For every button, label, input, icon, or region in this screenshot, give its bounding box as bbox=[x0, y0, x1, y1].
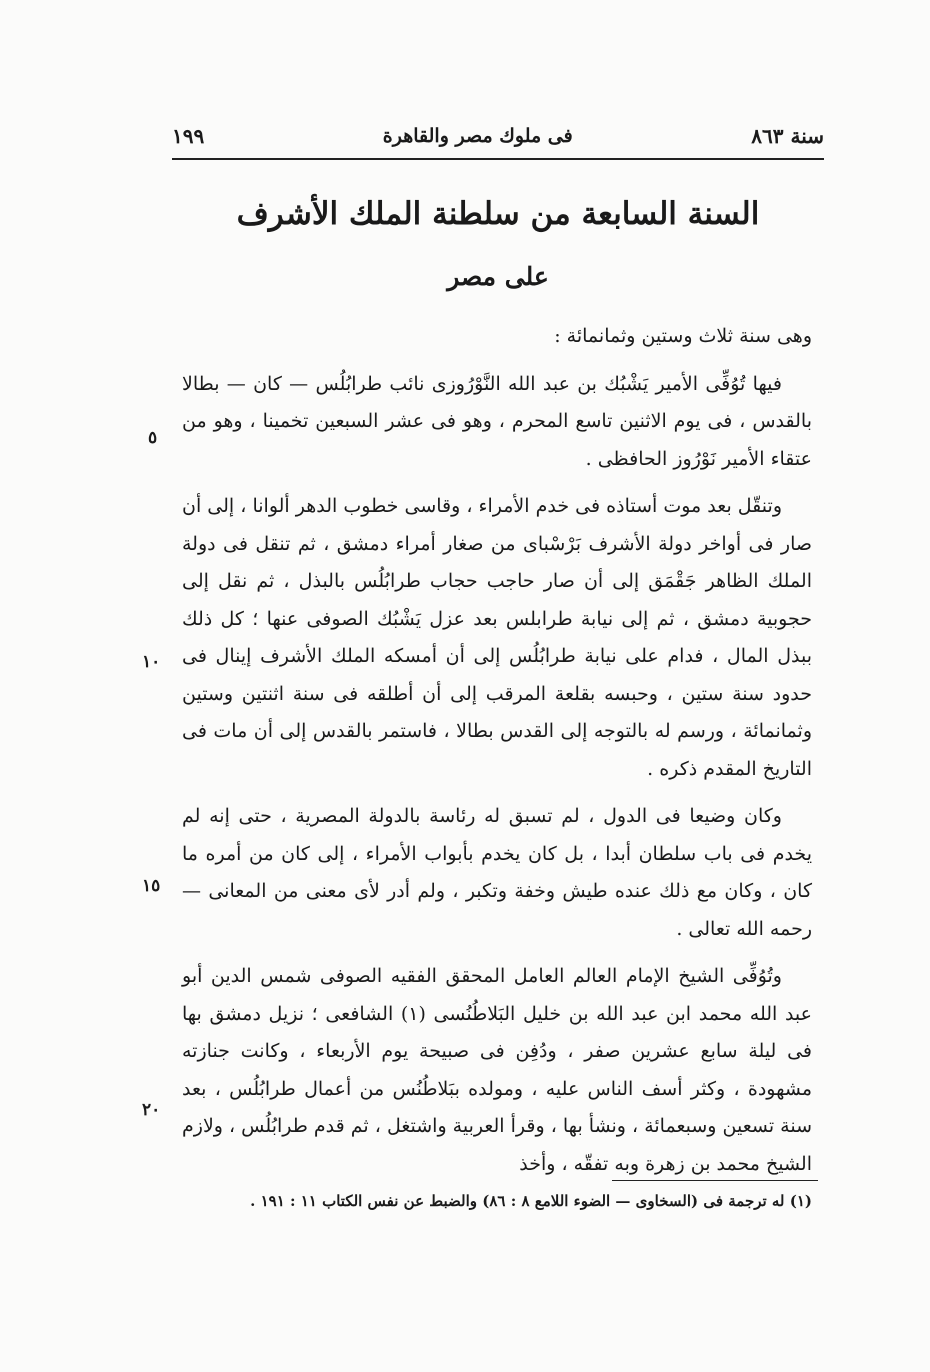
paragraph: وهى سنة ثلاث وستين وثمانمائة : bbox=[554, 325, 812, 347]
footnote: (١) له ترجمة فى (السخاوى — الضوء اللامع ٨ : ٨٦) والضبط عن نفس الكتاب ١١ : ١٩١ . bbox=[250, 1192, 812, 1210]
header-rule bbox=[172, 158, 824, 160]
page-number: ١٩٩ bbox=[172, 124, 205, 148]
paragraph: وتنقّل بعد موت أستاذه فى خدم الأمراء ، وقاسى خطوب الدهر ألوانا ، إلى أن صار فى أواخر دولة الأشرف بَرْسْباى من صغار أمراء دمشق ، ثم تنقل فى دولة الملك الظاهر جَقْمَق إلى أن صار حاجب حجاب طرابُلُس بالبذل ، ثم نقل إلى حجوبية دمشق ، ثم إلى نيابة طرابلس بعد عزل يَشْبُك الصوفى عنها ؛ كل ذلك ببذل المال ، فدام على نيابة طرابُلُس إلى أن أمسكه الملك الأشرف إينال فى حدود سنة ستين ، وحبسه بقلعة المرقب إلى أن أطلقه فى سنة اثنتين وستين وثمانمائة ، ورسم له بالتوجه إلى القدس بطالا ، فاستمر بالقدس إلى أن مات فى التاريخ المقدم ذكره . bbox=[182, 495, 812, 780]
chapter-title: السنة السابعة من سلطنة الملك الأشرف bbox=[236, 196, 760, 232]
paragraph: وكان وضيعا فى الدول ، لم تسبق له رئاسة بالدولة المصرية ، حتى إنه لم يخدم فى باب سلطان أبدا ، بل كان يخدم بأبواب الأمراء ، إلى كان من أمره ما كان ، وكان مع ذلك عنده طيش وخفة وتكبر ، ولم أدر لأى معنى من المعانى — رحمه الله تعالى . bbox=[182, 805, 812, 940]
page-header bbox=[172, 118, 824, 154]
body-text bbox=[182, 318, 812, 1193]
running-title: فى ملوك مصر والقاهرة bbox=[382, 125, 573, 147]
chapter-subtitle: على مصر bbox=[447, 262, 549, 291]
line-number-10: ١٠ bbox=[142, 652, 161, 672]
header-year: سنة ٨٦٣ bbox=[751, 124, 824, 148]
line-number-15: ١٥ bbox=[142, 876, 161, 896]
line-number-5: ٥ bbox=[148, 428, 158, 448]
paragraph: وتُوُفِّى الشيخ الإمام العالم العامل المحقق الفقيه الصوفى شمس الدين أبو عبد الله محمد ابن عبد الله بن خليل البَلاطُنُسى (١) الشافعى ؛ نزيل دمشق بها فى ليلة سابع عشرين صفر ، ودُفِن فى صبيحة يوم الأربعاء ، وكانت جنازته مشهودة ، وكثر أسف الناس عليه ، ومولده ببَلاطُنُس من أعمال طرابُلُس ، بعد سنة تسعين وسبعمائة ، ونشأ بها ، وقرأ العربية واشتغل ، ثم قدم طرابُلُس ، ولازم الشيخ محمد بن زهرة وبه تفقّه ، وأخذ bbox=[182, 965, 812, 1175]
paragraph: فيها تُوُفِّى الأمير يَشْبُك بن عبد الله النَّوْرُوزى نائب طرابُلُس — كان — بطالا بالقدس ، فى يوم الاثنين تاسع المحرم ، وهو فى عشر السبعين تخمينا ، وهو من عتقاء الأمير نَوْرُوز الحافظى . bbox=[182, 372, 812, 470]
line-number-20: ٢٠ bbox=[142, 1100, 161, 1120]
footnote-rule bbox=[612, 1180, 818, 1181]
